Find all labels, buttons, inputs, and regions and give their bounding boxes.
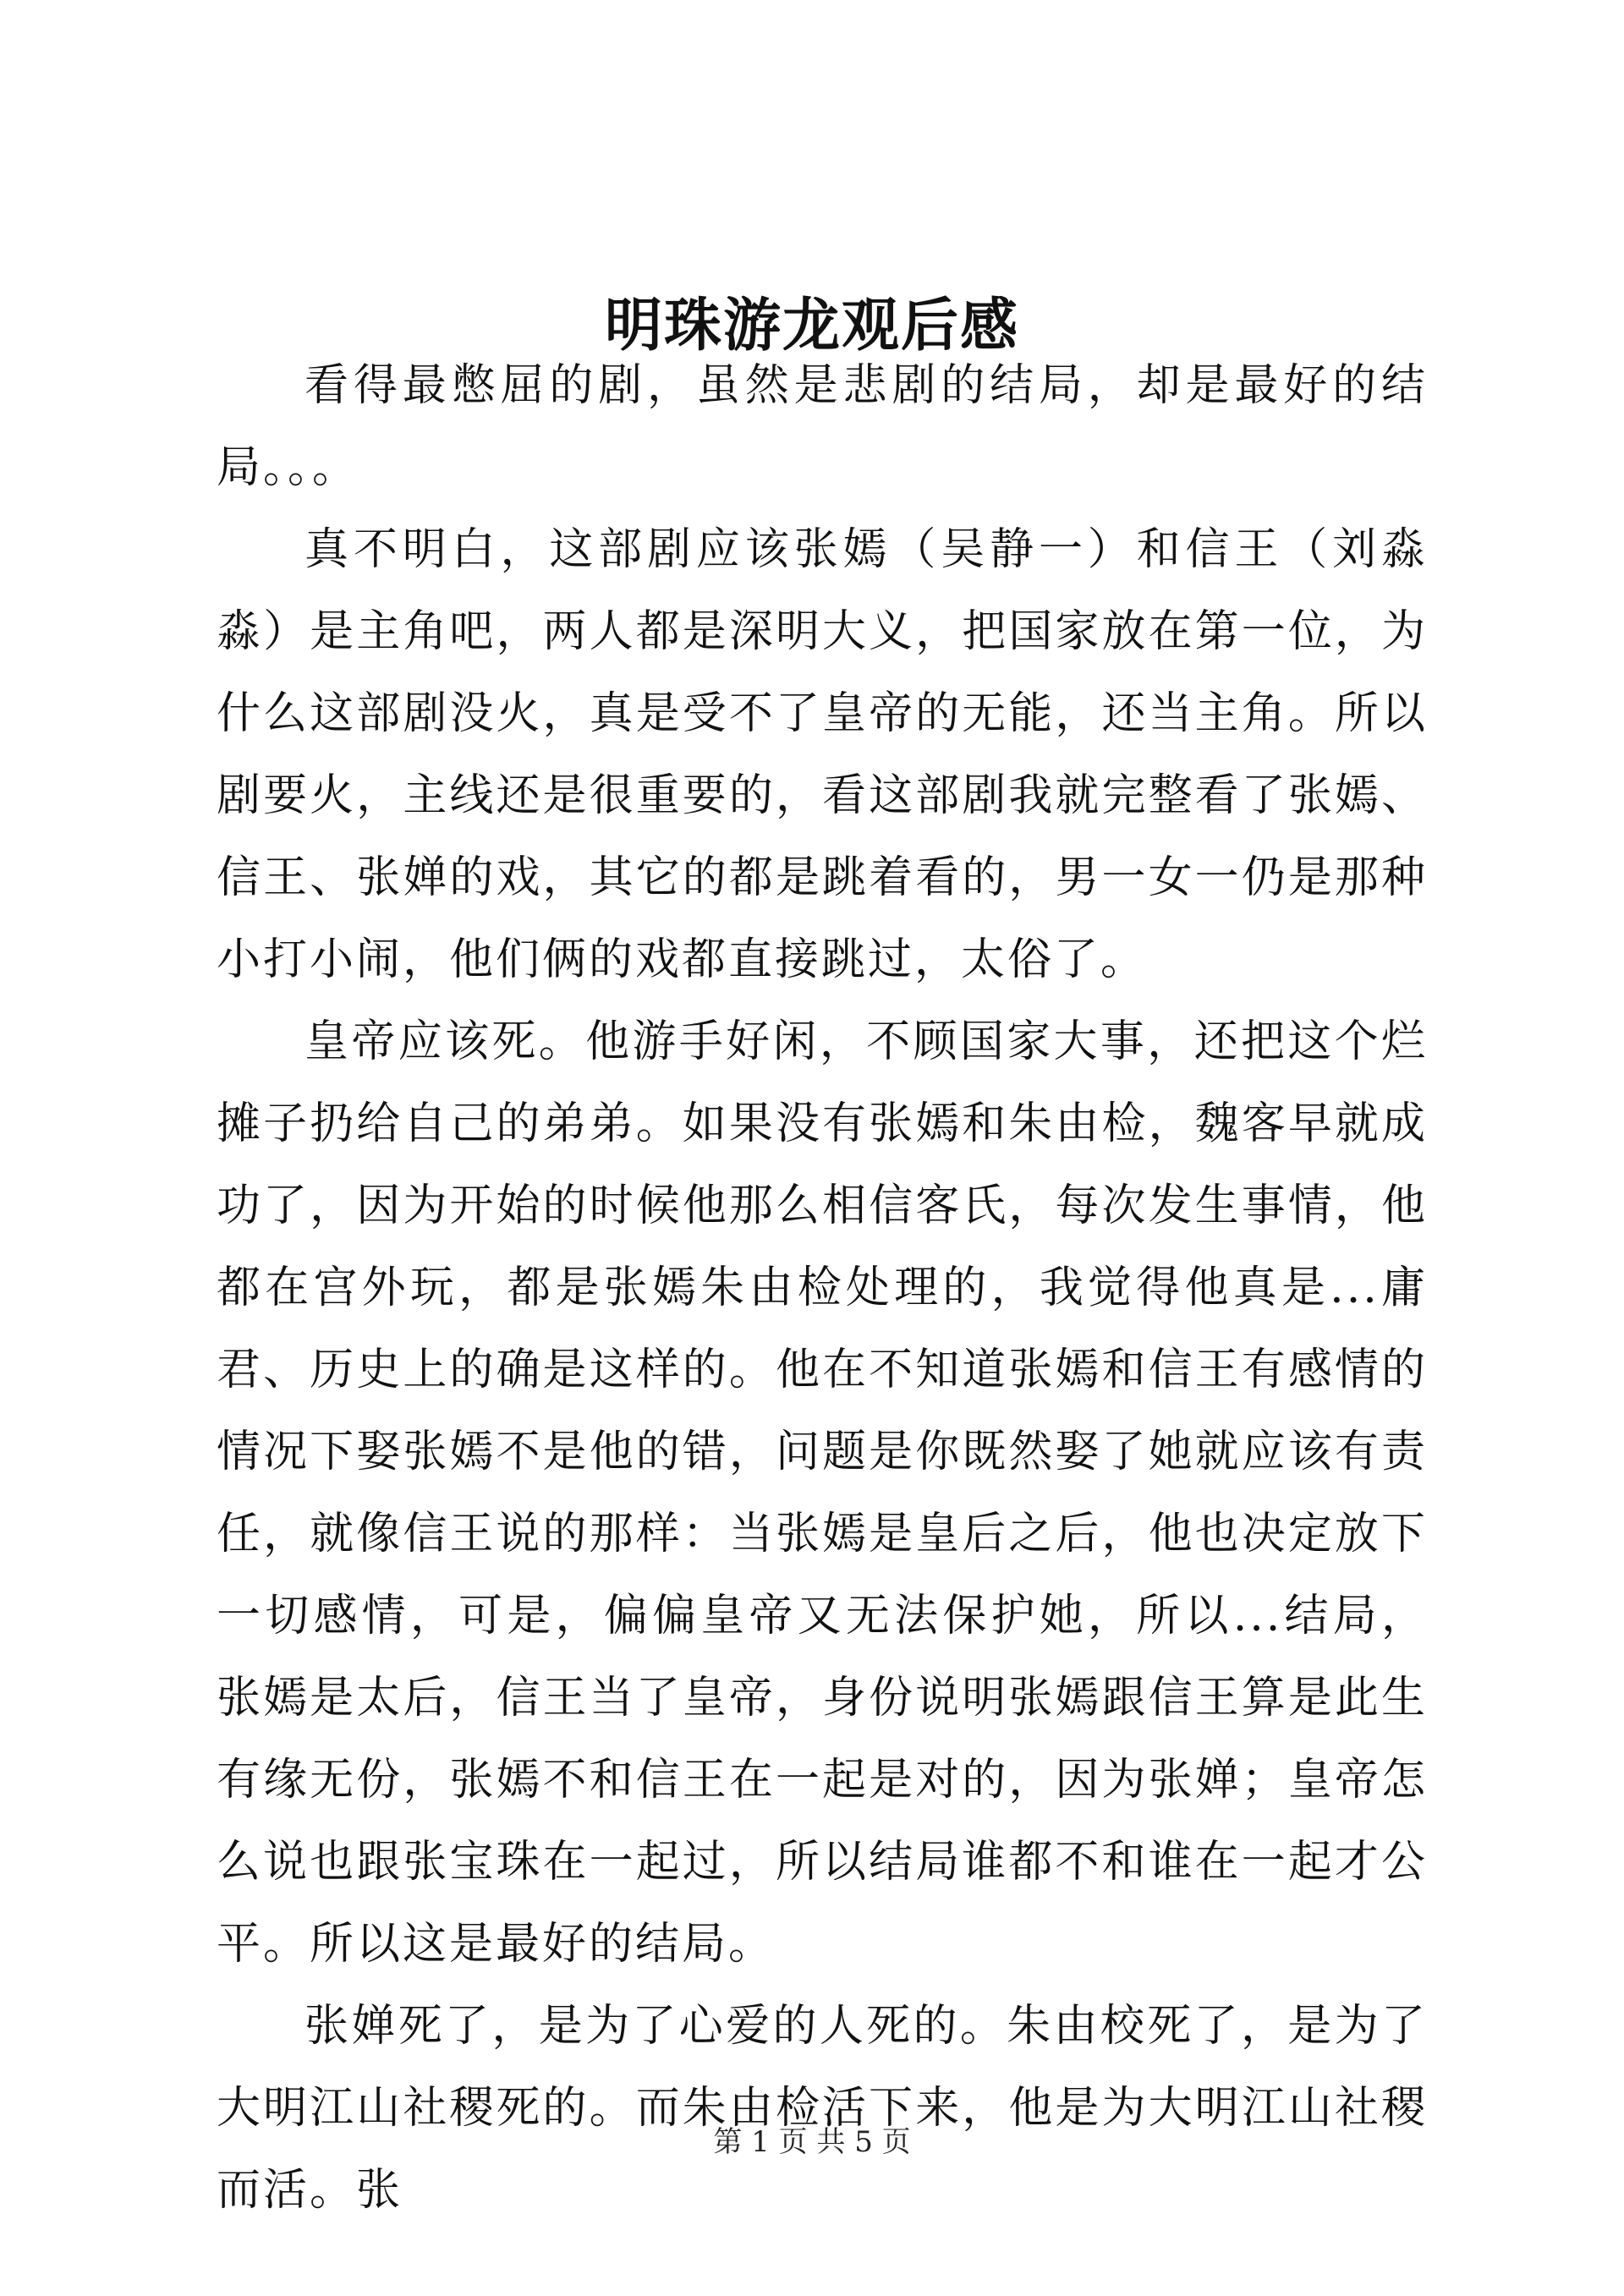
paragraph-2: 真不明白，这部剧应该张嫣（吴静一）和信王（刘淼淼）是主角吧，两人都是深明大义，把国家放在第一位，为什么这部剧没火，真是受不了皇帝的无能，还当主角。所以剧要火，主线还是很重要的，看这部剧我就完整看了张嫣、信王、张婵的戏，其它的都是跳着看的，男一女一仍是那种小打小闹，他们俩的戏都直接跳过，太俗了。 [217,524,1428,985]
paragraph-4: 张婵死了，是为了心爱的人死的。朱由校死了，是为了大明江山社稷死的。而朱由检活下来，他是为大明江山社稷而活。张 [217,2001,1428,2216]
document-title: 明珠游龙观后感 [604,292,1019,359]
page-footer: 第 1 页 共 5 页 [713,2125,911,2159]
document-body [217,345,1428,2232]
paragraph-3: 皇帝应该死。他游手好闲，不顾国家大事，还把这个烂摊子扔给自己的弟弟。如果没有张嫣和朱由检，魏客早就成功了，因为开始的时候他那么相信客氏，每次发生事情，他都在宫外玩，都是张嫣朱由检处理的，我觉得他真是...庸君、历史上的确是这样的。他在不知道张嫣和信王有感情的情况下娶张嫣不是他的错，问题是你既然娶了她就应该有责任，就像信王说的那样：当张嫣是皇后之后，他也决定放下一切感情，可是，偏偏皇帝又无法保护她，所以...结局，张嫣是太后，信王当了皇帝，身份说明张嫣跟信王算是此生有缘无份，张嫣不和信王在一起是对的，因为张婵；皇帝怎么说也跟张宝珠在一起过，所以结局谁都不和谁在一起才公平。所以这是最好的结局。 [217,1016,1428,1970]
paragraph-1: 看得最憋屈的剧，虽然是悲剧的结局，却是最好的结局。。。 [217,360,1428,493]
